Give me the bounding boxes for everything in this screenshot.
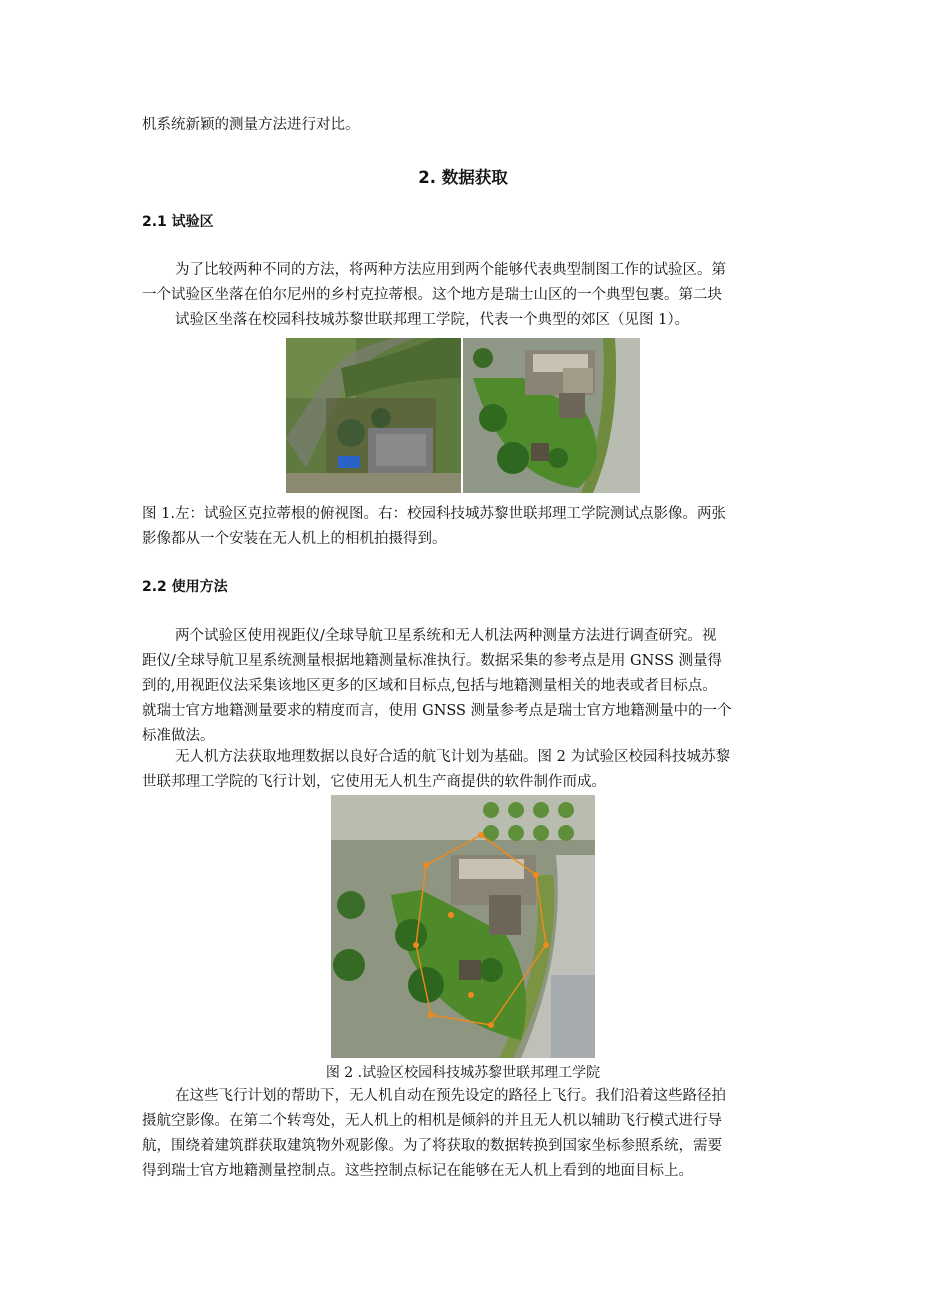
para2-line-1: 两个试验区使用视距仪/全球导航卫星系统和无人机法两种测量方法进行调查研究。视 (175, 628, 717, 644)
para3-line-1: 无人机方法获取地理数据以良好合适的航飞计划为基础。图 2 为试验区校园科技城苏黎 (175, 749, 730, 765)
figure2-flight-plan-image (331, 795, 595, 1058)
figure1-caption-line-2: 影像都从一个安装在无人机上的相机拍摄得到。 (142, 531, 447, 547)
para4-line-4: 得到瑞士官方地籍测量控制点。这些控制点标记在能够在无人机上看到的地面目标上。 (142, 1163, 693, 1179)
para2-line-4: 就瑞士官方地籍测量要求的精度而言，使用 GNSS 测量参考点是瑞士官方地籍测量中的一个 (142, 703, 732, 719)
para4-line-3: 航，围绕着建筑群获取建筑物外观影像。为了将获取的数据转换到国家坐标参照系统，需要 (142, 1138, 722, 1154)
para2-line-2: 距仪/全球导航卫星系统测量根据地籍测量标准执行。数据采集的参考点是用 GNSS 测量得 (142, 653, 722, 669)
para3-line-2: 世联邦理工学院的飞行计划，它使用无人机生产商提供的软件制作而成。 (142, 774, 606, 790)
para1-line-3: 试验区坐落在校园科技城苏黎世联邦理工学院，代表一个典型的郊区（见图 1）。 (175, 312, 690, 328)
continuation-text: 机系统新颖的测量方法进行对比。 (142, 117, 360, 133)
para4-line-1: 在这些飞行计划的帮助下，无人机自动在预先设定的路径上飞行。我们沿着这些路径拍 (175, 1088, 726, 1104)
para1-line-1: 为了比较两种不同的方法，将两种方法应用到两个能够代表典型制图工作的试验区。第 (175, 262, 726, 278)
para1-line-2: 一个试验区坐落在伯尔尼州的乡村克拉蒂根。这个地方是瑞士山区的一个典型包裹。第二块 (142, 287, 722, 303)
figure1-left-image (286, 338, 461, 493)
subsection-title-method: 2.2 使用方法 (142, 579, 228, 595)
section-title: 2. 数据获取 (418, 168, 508, 187)
para2-line-5: 标准做法。 (142, 728, 215, 744)
para2-line-3: 到的,用视距仪法采集该地区更多的区域和目标点,包括与地籍测量相关的地表或者目标点。 (142, 678, 717, 694)
subsection-title-test-area: 2.1 试验区 (142, 214, 214, 230)
figure1-caption-line-1: 图 1.左：试验区克拉蒂根的俯视图。右：校园科技城苏黎世联邦理工学院测试点影像。两张 (142, 506, 726, 522)
para4-line-2: 摄航空影像。在第二个转弯处，无人机上的相机是倾斜的并且无人机以辅助飞行模式进行导 (142, 1113, 722, 1129)
figure2-caption: 图 2 .试验区校园科技城苏黎世联邦理工学院 (325, 1065, 601, 1081)
figure1-right-image (463, 338, 640, 493)
